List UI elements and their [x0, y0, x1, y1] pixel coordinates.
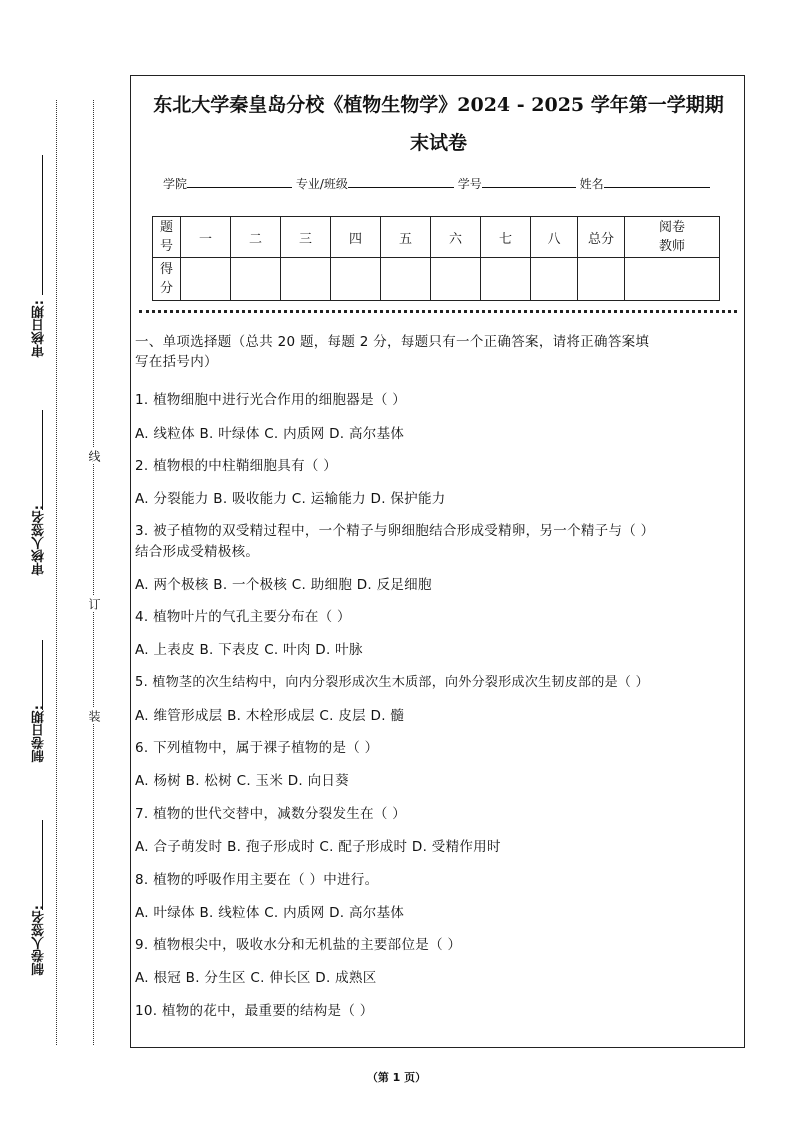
question-5-options: A. 维管形成层 B. 木栓形成层 C. 皮层 D. 髓 [135, 708, 405, 724]
score-cell[interactable] [381, 258, 431, 301]
question-7: 7. 植物的世代交替中，减数分裂发生在（ ） [135, 806, 407, 822]
exam-frame [130, 75, 745, 1048]
name-blank [604, 175, 710, 188]
student-id-blank [482, 175, 576, 188]
row-label-defen: 得 分 [153, 258, 181, 301]
section-separator [139, 310, 737, 313]
score-cell[interactable] [281, 258, 331, 301]
question-8: 8. 植物的呼吸作用主要在（ ）中进行。 [135, 872, 379, 888]
section1-heading-line2: 写在括号内） [135, 354, 218, 370]
question-4: 4. 植物叶片的气孔主要分布在（ ） [135, 609, 351, 625]
maker-sign-label: 制卷人签名: [32, 905, 47, 976]
header-total: 总分 [578, 217, 625, 258]
binding-char-xian: 线 [87, 450, 101, 462]
score-cell[interactable] [481, 258, 531, 301]
header-3: 三 [281, 217, 331, 258]
name-label: 姓名 [579, 177, 604, 191]
question-1: 1. 植物细胞中进行光合作用的细胞器是（ ） [135, 392, 407, 408]
review-date-blank [42, 155, 43, 295]
question-3-cont: 结合形成受精极核。 [135, 544, 260, 560]
major-class-blank [348, 175, 454, 188]
header-5: 五 [381, 217, 431, 258]
score-cell-reviewer[interactable] [625, 258, 720, 301]
header-6: 六 [431, 217, 481, 258]
score-cell[interactable] [181, 258, 231, 301]
header-7: 七 [481, 217, 531, 258]
binding-dotted-line-inner [93, 100, 94, 1045]
header-1: 一 [181, 217, 231, 258]
reviewer-sign-blank [42, 410, 43, 510]
question-9: 9. 植物根尖中，吸收水分和无机盐的主要部位是（ ） [135, 937, 462, 953]
question-9-options: A. 根冠 B. 分生区 C. 伸长区 D. 成熟区 [135, 970, 377, 986]
score-cell-total[interactable] [578, 258, 625, 301]
college-label: 学院 [163, 177, 188, 191]
exam-title-line1: 东北大学秦皇岛分校《植物生物学》2024 - 2025 学年第一学期期 [153, 94, 724, 116]
binding-char-ding: 订 [87, 598, 101, 610]
question-2: 2. 植物根的中柱鞘细胞具有（ ） [135, 458, 338, 474]
question-2-options: A. 分裂能力 B. 吸收能力 C. 运输能力 D. 保护能力 [135, 491, 446, 507]
score-table [152, 216, 720, 301]
question-3-options: A. 两个极核 B. 一个极核 C. 助细胞 D. 反足细胞 [135, 577, 432, 593]
page-footer: （第 1 页） [366, 1071, 427, 1084]
question-8-options: A. 叶绿体 B. 线粒体 C. 内质网 D. 高尔基体 [135, 905, 405, 921]
row-label-tihao: 题 号 [153, 217, 181, 258]
review-date-label: 审核日期: [32, 300, 47, 358]
maker-date-blank [42, 640, 43, 710]
question-7-options: A. 合子萌发时 B. 孢子形成时 C. 配子形成时 D. 受精作用时 [135, 839, 501, 855]
question-6: 6. 下列植物中，属于裸子植物的是（ ） [135, 740, 379, 756]
binding-char-zhuang: 装 [87, 710, 101, 722]
question-4-options: A. 上表皮 B. 下表皮 C. 叶肉 D. 叶脉 [135, 642, 363, 658]
header-reviewer: 阅卷 教师 [625, 217, 720, 258]
binding-dotted-line-outer [56, 100, 57, 1045]
score-cell[interactable] [231, 258, 281, 301]
student-id-label: 学号 [457, 177, 482, 191]
exam-title-line2: 末试卷 [409, 132, 467, 154]
major-class-label: 专业/班级 [295, 177, 348, 191]
maker-date-label: 制卷日期: [32, 705, 47, 763]
question-5: 5. 植物茎的次生结构中，向内分裂形成次生木质部，向外分裂形成次生韧皮部的是（ ） [135, 675, 649, 690]
reviewer-sign-label: 审核人签名: [32, 505, 47, 576]
student-info-line [163, 175, 710, 192]
question-10: 10. 植物的花中，最重要的结构是（ ） [135, 1003, 374, 1019]
header-2: 二 [231, 217, 281, 258]
header-4: 四 [331, 217, 381, 258]
score-cell[interactable] [331, 258, 381, 301]
section1-heading-line1: 一、单项选择题（总共 20 题，每题 2 分，每题只有一个正确答案，请将正确答案填 [135, 334, 650, 350]
college-blank [187, 175, 292, 188]
question-1-options: A. 线粒体 B. 叶绿体 C. 内质网 D. 高尔基体 [135, 426, 405, 442]
question-3: 3. 被子植物的双受精过程中，一个精子与卵细胞结合形成受精卵，另一个精子与（ ） [135, 523, 655, 539]
score-cell[interactable] [431, 258, 481, 301]
header-8: 八 [531, 217, 578, 258]
question-6-options: A. 杨树 B. 松树 C. 玉米 D. 向日葵 [135, 773, 349, 789]
score-cell[interactable] [531, 258, 578, 301]
maker-sign-blank [42, 820, 43, 910]
